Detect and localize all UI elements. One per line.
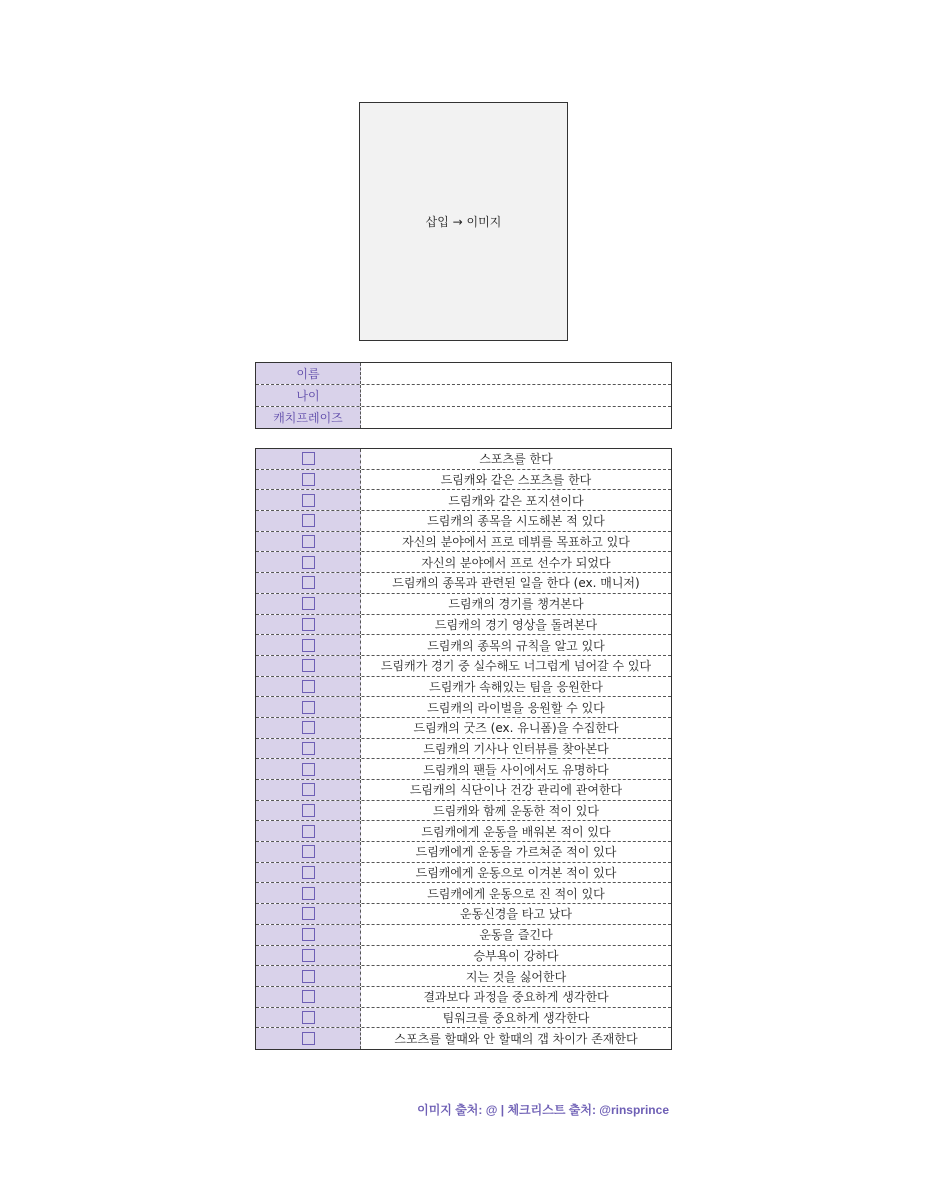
age-field[interactable]: [361, 385, 671, 406]
checklist-item-text: 드림캐의 라이벌을 응원할 수 있다: [427, 700, 605, 715]
info-row-age: [256, 385, 671, 407]
checkbox-cell: [256, 718, 361, 738]
checkbox-cell: [256, 987, 361, 1007]
checkbox[interactable]: [302, 680, 315, 693]
checkbox[interactable]: [302, 783, 315, 796]
checkbox-cell: [256, 883, 361, 903]
checklist-item-text: 지는 것을 싫어한다: [465, 969, 567, 984]
checkbox-cell: [256, 470, 361, 490]
checkbox-cell: [256, 904, 361, 924]
info-row-name: [256, 363, 671, 385]
checkbox[interactable]: [302, 721, 315, 734]
checkbox-cell: [256, 863, 361, 883]
checklist-row: [256, 946, 671, 967]
checklist-row: [256, 821, 671, 842]
checkbox-cell: [256, 677, 361, 697]
checkbox[interactable]: [302, 659, 315, 672]
checkbox[interactable]: [302, 639, 315, 652]
checkbox-cell: [256, 946, 361, 966]
checkbox[interactable]: [302, 514, 315, 527]
checkbox[interactable]: [302, 970, 315, 983]
checkbox[interactable]: [302, 701, 315, 714]
checklist-item-text: 드림캐와 함께 운동한 적이 있다: [433, 804, 599, 819]
checklist-row: [256, 718, 671, 739]
checkbox[interactable]: [302, 887, 315, 900]
checklist-item-text: 드림캐에게 운동으로 진 적이 있다: [427, 886, 605, 901]
checkbox[interactable]: [302, 949, 315, 962]
checklist-row: [256, 842, 671, 863]
image-placeholder[interactable]: [359, 102, 568, 341]
checkbox-cell: [256, 594, 361, 614]
checklist-table: [255, 448, 672, 1050]
checkbox[interactable]: [302, 452, 315, 465]
checkbox-cell: [256, 1008, 361, 1028]
checklist-row: [256, 573, 671, 594]
checkbox-cell: [256, 759, 361, 779]
checklist-item-text: 드림캐의 경기를 챙겨본다: [448, 597, 584, 612]
checkbox-cell: [256, 532, 361, 552]
checklist-item-text: 팀워크를 중요하게 생각한다: [442, 1010, 590, 1025]
checklist-item-text: 드림캐가 속해있는 팀을 응원한다: [429, 679, 603, 694]
checklist-item-text: 드림캐의 식단이나 건강 관리에 관여한다: [409, 783, 623, 798]
checkbox[interactable]: [302, 763, 315, 776]
checklist-item-text: 승부욕이 강하다: [473, 948, 559, 963]
checklist-item-text: 드림캐가 경기 중 실수해도 너그럽게 넘어갈 수 있다: [380, 659, 652, 674]
checklist-row: [256, 677, 671, 698]
checklist-row: [256, 863, 671, 884]
checkbox[interactable]: [302, 1032, 315, 1045]
checkbox[interactable]: [302, 804, 315, 817]
checkbox-cell: [256, 635, 361, 655]
image-placeholder-text: 삽입 → 이미지: [425, 215, 502, 229]
checklist-row: [256, 883, 671, 904]
checklist-row: [256, 470, 671, 491]
checkbox[interactable]: [302, 556, 315, 569]
checkbox[interactable]: [302, 618, 315, 631]
checkbox-cell: [256, 842, 361, 862]
checklist-item-text: 드림캐에게 운동을 가르쳐준 적이 있다: [415, 845, 617, 860]
checkbox-cell: [256, 449, 361, 469]
checklist-row: [256, 780, 671, 801]
checkbox[interactable]: [302, 742, 315, 755]
checkbox[interactable]: [302, 494, 315, 507]
checklist-row: [256, 759, 671, 780]
checklist-row: [256, 801, 671, 822]
checkbox-cell: [256, 801, 361, 821]
checklist-item-text: 드림캐의 팬들 사이에서도 유명하다: [423, 762, 609, 777]
checkbox-cell: [256, 697, 361, 717]
checklist-row: [256, 925, 671, 946]
checklist-row: [256, 594, 671, 615]
checkbox[interactable]: [302, 845, 315, 858]
checklist-item-text: 드림캐에게 운동으로 이겨본 적이 있다: [415, 866, 617, 881]
checklist-item-text: 운동을 즐긴다: [479, 928, 553, 943]
checkbox-cell: [256, 615, 361, 635]
checklist-item-text: 드림캐의 종목과 관련된 일을 한다 (ex. 매니저): [392, 576, 640, 591]
checkbox-cell: [256, 1028, 361, 1049]
checkbox-cell: [256, 821, 361, 841]
checklist-item-text: 자신의 분야에서 프로 데뷔를 목표하고 있다: [402, 535, 630, 550]
checklist-item-text: 드림캐에게 운동을 배워본 적이 있다: [421, 824, 611, 839]
checklist-row: [256, 1028, 671, 1049]
checklist-item-text: 드림캐의 기사나 인터뷰를 찾아본다: [423, 741, 609, 756]
checklist-row: [256, 532, 671, 553]
checkbox-cell: [256, 490, 361, 510]
checklist-item-text: 드림캐의 종목의 규칙을 알고 있다: [427, 638, 605, 653]
profile-info-table: [255, 362, 672, 429]
checklist-item-text: 드림캐의 경기 영상을 돌려본다: [434, 617, 598, 632]
checkbox-cell: [256, 739, 361, 759]
checklist-row: [256, 697, 671, 718]
checkbox[interactable]: [302, 535, 315, 548]
info-label: 캐치프레이즈: [256, 407, 361, 428]
checkbox-cell: [256, 656, 361, 676]
checkbox[interactable]: [302, 473, 315, 486]
info-row-catchphrase: [256, 407, 671, 428]
checklist-row: [256, 987, 671, 1008]
checklist-item-text: 드림캐와 같은 스포츠를 한다: [440, 473, 592, 488]
checkbox[interactable]: [302, 928, 315, 941]
credits-footer: 이미지 출처: @ | 체크리스트 출처: @rinsprince: [417, 1103, 669, 1117]
checklist-item-text: 결과보다 과정을 중요하게 생각한다: [423, 990, 609, 1005]
info-label: 이름: [256, 363, 361, 384]
checkbox-cell: [256, 552, 361, 572]
checklist-row: [256, 966, 671, 987]
checklist-item-text: 드림캐의 종목을 시도해본 적 있다: [427, 514, 605, 529]
checklist-row: [256, 656, 671, 677]
checklist-item-text: 드림캐의 굿즈 (ex. 유니폼)을 수집한다: [413, 721, 619, 736]
checklist-row: [256, 1008, 671, 1029]
checkbox-cell: [256, 780, 361, 800]
checklist-row: [256, 511, 671, 532]
checkbox[interactable]: [302, 597, 315, 610]
checkbox[interactable]: [302, 1011, 315, 1024]
checkbox[interactable]: [302, 866, 315, 879]
checklist-row: [256, 739, 671, 760]
checklist-item-text: 운동신경을 타고 났다: [460, 907, 572, 922]
checkbox-cell: [256, 573, 361, 593]
checkbox-cell: [256, 925, 361, 945]
checkbox[interactable]: [302, 576, 315, 589]
catchphrase-field[interactable]: [361, 407, 671, 428]
checklist-row: [256, 635, 671, 656]
checklist-row: [256, 904, 671, 925]
checkbox[interactable]: [302, 907, 315, 920]
checklist-item-text: 드림캐와 같은 포지션이다: [448, 493, 584, 508]
info-label: 나이: [256, 385, 361, 406]
checklist-item-text: 스포츠를 한다: [479, 452, 553, 467]
checkbox-cell: [256, 511, 361, 531]
checklist-row: [256, 615, 671, 636]
checklist-item-text: 스포츠를 할때와 안 할때의 갭 차이가 존재한다: [394, 1032, 638, 1047]
checklist-row: [256, 490, 671, 511]
checklist-item-text: 자신의 분야에서 프로 선수가 되었다: [421, 555, 611, 570]
checklist-row: [256, 449, 671, 470]
name-field[interactable]: [361, 363, 671, 384]
checklist-row: [256, 552, 671, 573]
checkbox-cell: [256, 966, 361, 986]
checkbox[interactable]: [302, 825, 315, 838]
checkbox[interactable]: [302, 990, 315, 1003]
